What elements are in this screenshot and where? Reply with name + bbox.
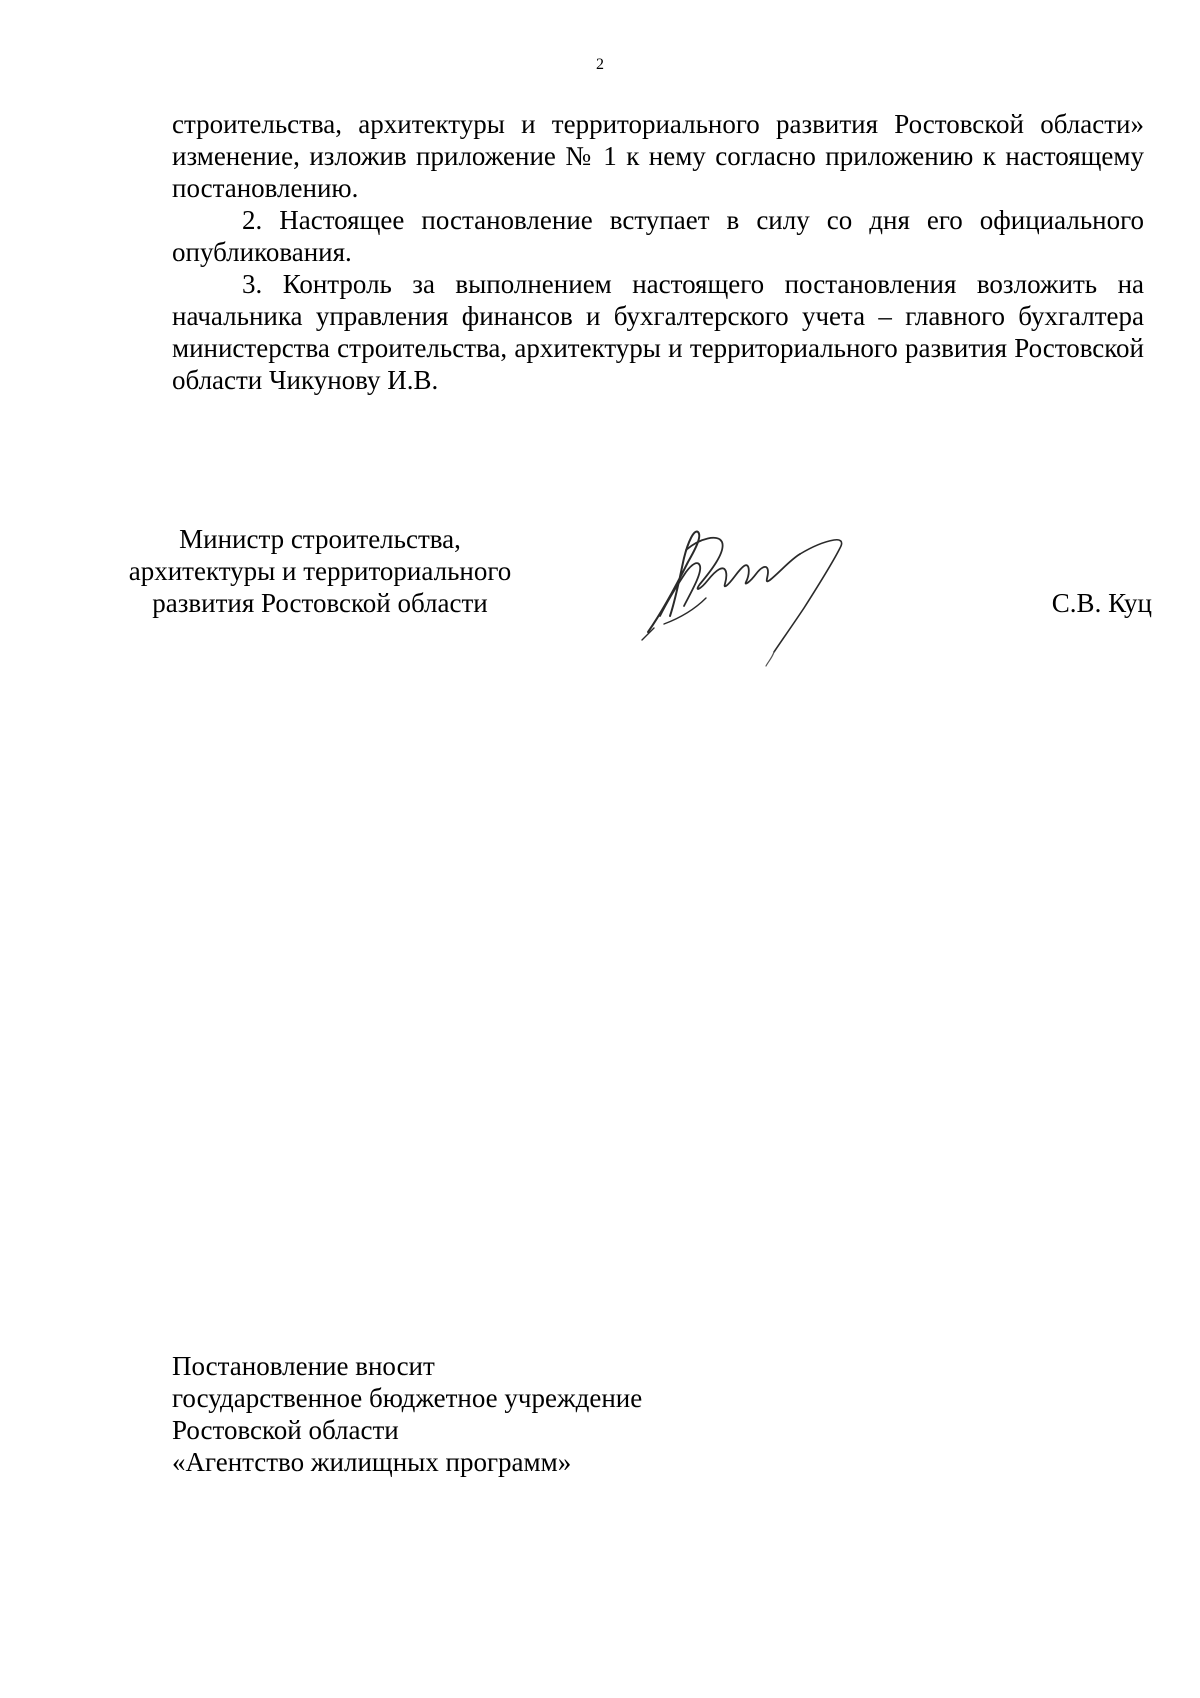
- submitted-by-block: [172, 1350, 642, 1478]
- submitted-by-line: «Агентство жилищных программ»: [172, 1447, 572, 1477]
- paragraph-3: 3. Контроль за выполнением настоящего постановления возложить на начальника управления финансов и бухгалтерского учета – главного бухгалтера министерства строительства, архитектуры и территориального развития Ростовской области Чикунову И.В.: [172, 269, 1144, 395]
- handwritten-signature: [640, 520, 880, 670]
- paragraph-2: 2. Настоящее постановление вступает в силу со дня его официального опубликования.: [172, 205, 1144, 267]
- submitted-by-line: государственное бюджетное учреждение: [172, 1383, 643, 1413]
- submitted-by-line: Ростовской области: [172, 1415, 399, 1445]
- signatory-title-line: Министр строительства,: [179, 524, 461, 554]
- signatory-name: С.В. Куц: [1051, 588, 1152, 618]
- signatory-title: [100, 523, 540, 619]
- paragraph-continuation: строительства, архитектуры и территориального развития Ростовской области» изменение, изложив приложение № 1 к нему согласно приложению к настоящему постановлению.: [172, 109, 1144, 203]
- signatory-title-line: архитектуры и территориального: [128, 556, 512, 586]
- submitted-by-line: Постановление вносит: [172, 1351, 435, 1381]
- page-number: 2: [596, 56, 604, 73]
- signatory-title-line: развития Ростовской области: [152, 588, 488, 618]
- body-text: [172, 108, 1144, 396]
